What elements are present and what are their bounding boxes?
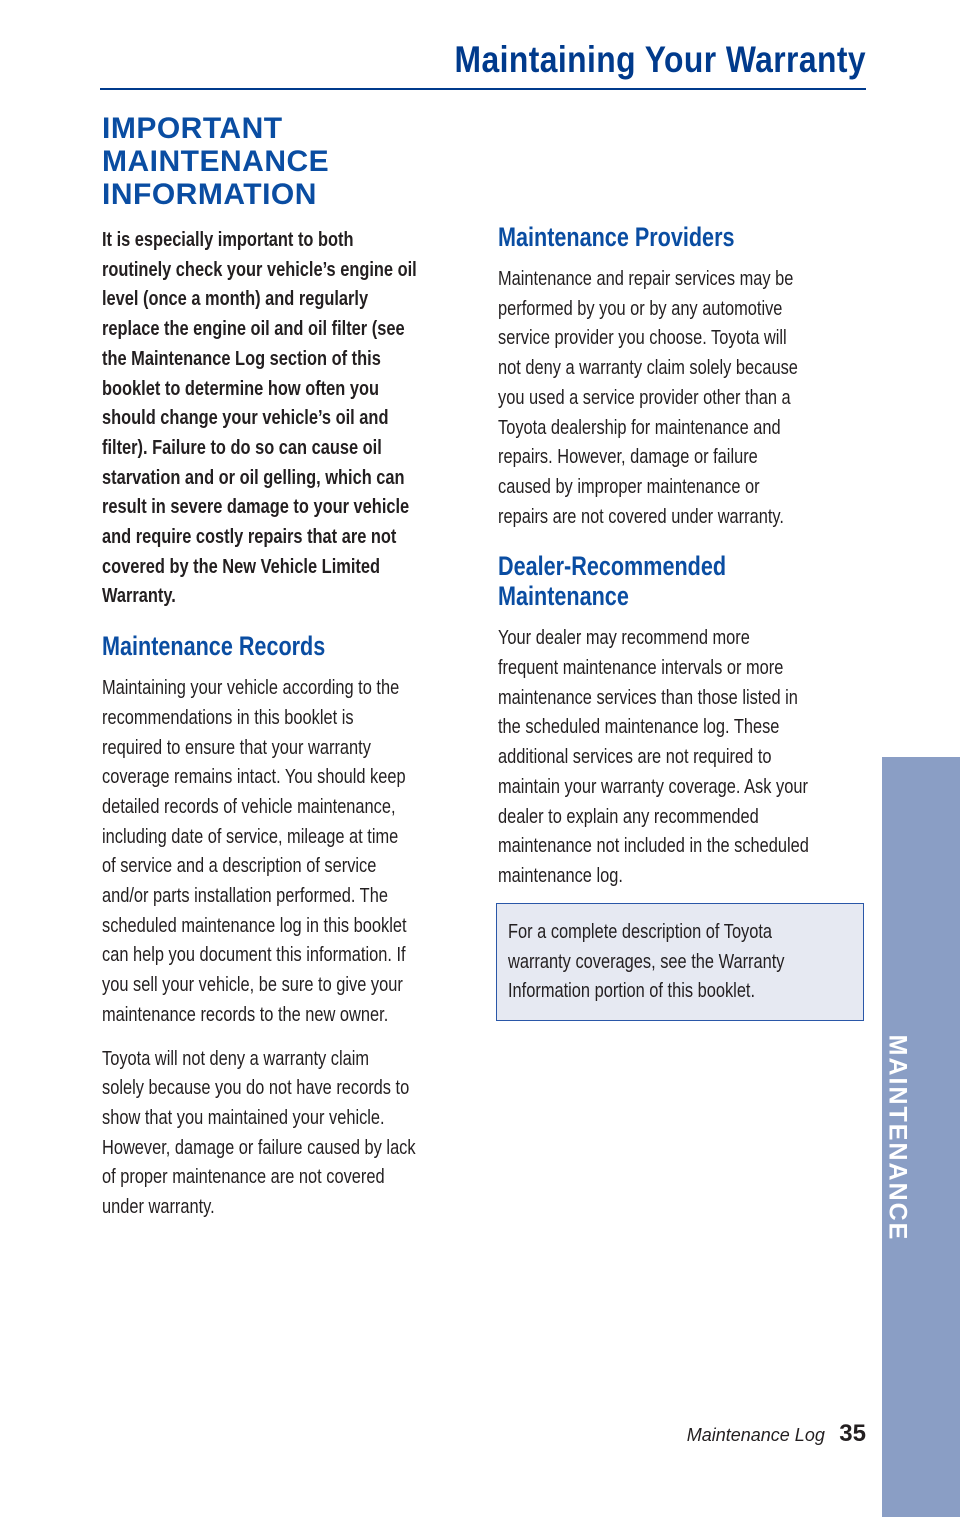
subheading-maintenance-providers: Maintenance Providers bbox=[498, 222, 735, 252]
text-line: Maintenance and repair services may be bbox=[498, 267, 794, 290]
page-footer bbox=[600, 1420, 866, 1448]
text-line: repairs are not covered under warranty. bbox=[498, 504, 784, 528]
text-line: covered by the New Vehicle Limited bbox=[102, 554, 380, 578]
records-heading-wrap bbox=[102, 631, 470, 661]
footer-section-label: Maintenance Log bbox=[686, 1425, 825, 1445]
text-line: recommendations in this booklet is bbox=[102, 705, 354, 729]
text-line: maintenance not included in the scheduled bbox=[498, 834, 809, 858]
text-line: the scheduled maintenance log. These bbox=[498, 715, 780, 739]
side-tab-label: MAINTENANCE bbox=[883, 1034, 912, 1242]
text-line: Toyota will not deny a warranty claim bbox=[102, 1046, 370, 1070]
note-text bbox=[508, 917, 860, 1006]
text-line: performed by you or by any automotive bbox=[498, 296, 783, 320]
text-line: Your dealer may recommend more bbox=[498, 626, 750, 650]
text-line: dealer to explain any recommended bbox=[498, 804, 759, 828]
text-line: the Maintenance Log section of this bbox=[102, 346, 381, 370]
text-line: scheduled maintenance log in this booklet bbox=[102, 913, 407, 937]
text-line: can help you document this information. If bbox=[102, 943, 406, 967]
text-line: warranty coverages, see the Warranty bbox=[508, 949, 785, 973]
heading-line: IMPORTANT bbox=[102, 112, 283, 145]
text-line: additional services are not required to bbox=[498, 745, 772, 769]
heading-line: Dealer-Recommended bbox=[498, 551, 727, 582]
page-title: Maintaining Your Warranty bbox=[454, 39, 866, 80]
text-line: of proper maintenance are not covered bbox=[102, 1165, 385, 1189]
text-line: required to ensure that your warranty bbox=[102, 735, 371, 759]
subheading-maintenance-records: Maintenance Records bbox=[102, 631, 326, 662]
text-line: However, damage or failure caused by lack bbox=[102, 1135, 416, 1159]
section-heading-important bbox=[102, 112, 470, 211]
text-line: should change your vehicle’s oil and bbox=[102, 406, 389, 430]
text-line: not deny a warranty claim solely because bbox=[498, 356, 798, 380]
text-line: you used a service provider other than a bbox=[498, 385, 791, 409]
page-number: 35 bbox=[839, 1420, 866, 1447]
records-paragraph-1 bbox=[102, 673, 470, 1029]
text-line: For a complete description of Toyota bbox=[508, 920, 773, 943]
text-line: you sell your vehicle, be sure to give your bbox=[102, 973, 403, 997]
text-line: It is especially important to both bbox=[102, 228, 354, 251]
page-header bbox=[100, 38, 866, 82]
right-column bbox=[498, 222, 866, 891]
text-line: maintain your warranty coverage. Ask your bbox=[498, 774, 808, 798]
heading-line: INFORMATION bbox=[102, 178, 317, 211]
subheading-dealer-recommended bbox=[498, 551, 866, 611]
text-line: routinely check your vehicle’s engine oil bbox=[102, 257, 417, 281]
text-line: filter). Failure to do so can cause oil bbox=[102, 435, 382, 459]
text-line: including date of service, mileage at time bbox=[102, 824, 399, 848]
providers-paragraph bbox=[498, 264, 866, 531]
text-line: replace the engine oil and oil filter (see bbox=[102, 317, 405, 341]
left-column bbox=[102, 112, 470, 1222]
records-paragraph-2 bbox=[102, 1044, 470, 1222]
side-tab-label-wrap bbox=[882, 1022, 912, 1254]
text-line: result in severe damage to your vehicle bbox=[102, 495, 410, 519]
heading-line: Maintenance bbox=[498, 581, 629, 612]
text-line: and require costly repairs that are not bbox=[102, 525, 397, 549]
text-line: and/or parts installation performed. The bbox=[102, 884, 388, 908]
text-line: maintenance records to the new owner. bbox=[102, 1002, 389, 1026]
text-line: Warranty. bbox=[102, 584, 176, 608]
text-line: Maintaining your vehicle according to the bbox=[102, 676, 400, 700]
text-line: detailed records of vehicle maintenance, bbox=[102, 794, 396, 818]
text-line: Toyota dealership for maintenance and bbox=[498, 415, 781, 439]
note-box bbox=[496, 903, 864, 1021]
heading-line: MAINTENANCE bbox=[102, 145, 330, 178]
text-line: Information portion of this booklet. bbox=[508, 979, 756, 1003]
text-line: under warranty. bbox=[102, 1195, 215, 1219]
text-line: maintenance services than those listed in bbox=[498, 685, 798, 709]
text-line: show that you maintained your vehicle. bbox=[102, 1105, 385, 1129]
text-line: solely because you do not have records to bbox=[102, 1076, 410, 1100]
text-line: booklet to determine how often you bbox=[102, 376, 379, 400]
text-line: caused by improper maintenance or bbox=[498, 474, 760, 498]
intro-paragraph bbox=[102, 225, 470, 611]
text-line: level (once a month) and regularly bbox=[102, 287, 369, 311]
providers-heading-wrap bbox=[498, 222, 866, 252]
text-line: starvation and or oil gelling, which can bbox=[102, 465, 405, 489]
dealer-heading-wrap bbox=[498, 551, 866, 611]
dealer-paragraph bbox=[498, 623, 866, 890]
text-line: coverage remains intact. You should keep bbox=[102, 765, 406, 789]
text-line: service provider you choose. Toyota will bbox=[498, 326, 787, 350]
text-line: maintenance log. bbox=[498, 863, 623, 887]
text-line: of service and a description of service bbox=[102, 854, 377, 878]
header-rule bbox=[100, 88, 866, 90]
text-line: repairs. However, damage or failure bbox=[498, 445, 758, 469]
text-line: frequent maintenance intervals or more bbox=[498, 656, 784, 680]
